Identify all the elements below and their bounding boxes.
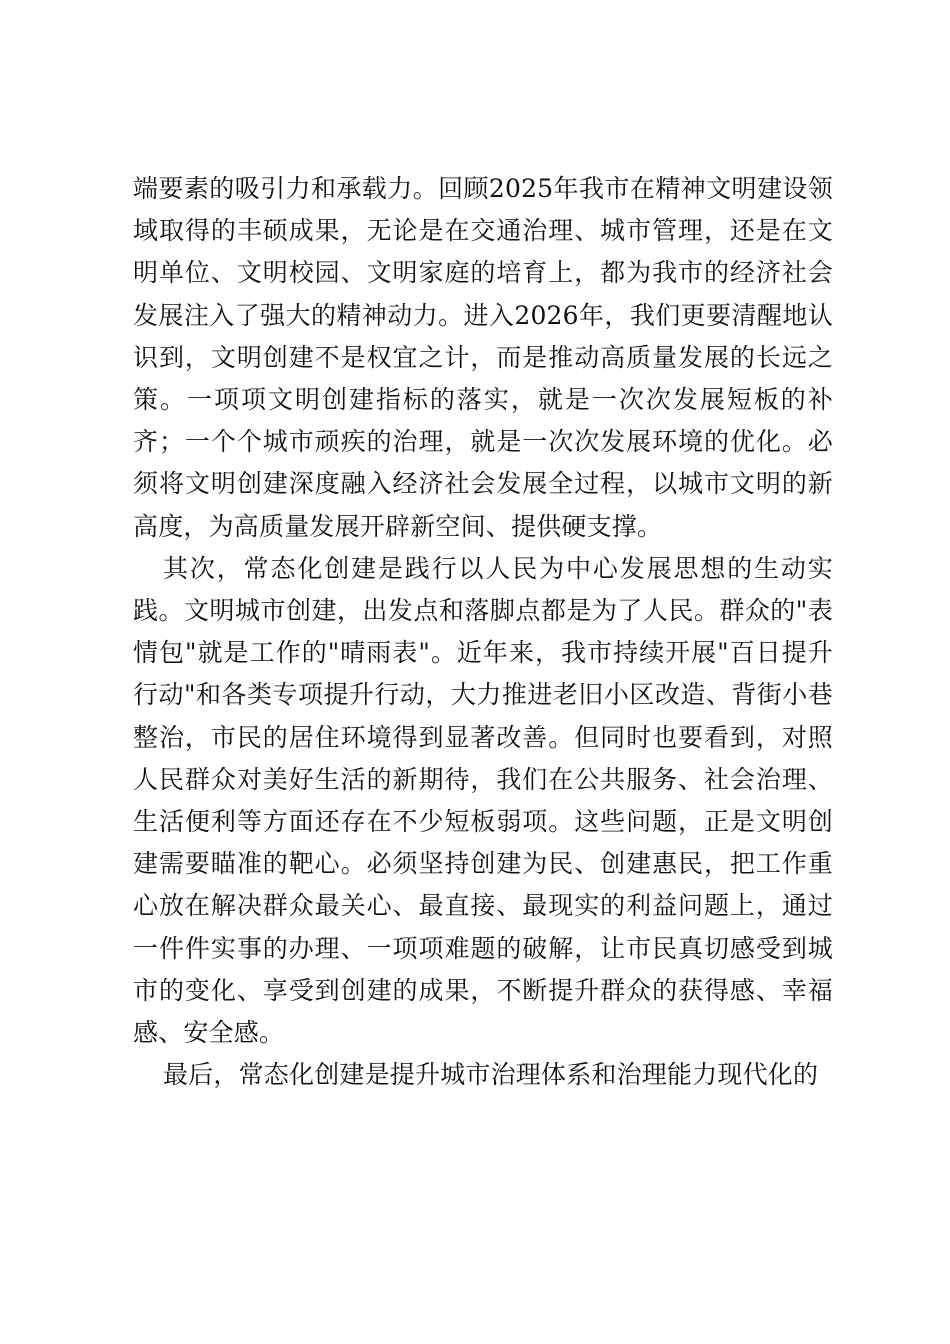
paragraph-finally: 最后，常态化创建是提升城市治理体系和治理能力现代化的 <box>163 1060 819 1090</box>
paragraph-secondly: 其次，常态化创建是践行以人民为中心发展思想的生动实践。文明城市创建，出发点和落脚点都是为了人民。群众的"表情包"就是工作的"晴雨表"。近年来，我市持续开展"百日提升行动"和各类专项提升行动，大力推进老旧小区改造、背街小巷整治，市民的居住环境得到显著改善。但同时也要看到，对照人民群众对美好生活的新期待，我们在公共服务、社会治理、生活便利等方面还存在不少短板弱项。这些问题，正是文明创建需要瞄准的靶心。必须坚持创建为民、创建惠民，把工作重心放在解决群众最关心、最直接、最现实的利益问题上，通过一件件实事的办理、一项项难题的破解，让市民真切感受到城市的变化、享受到创建的成果，不断提升群众的获得感、幸福感、安全感。 <box>133 553 833 1048</box>
paragraph-continuation: 端要素的吸引力和承载力。回顾2025年我市在精神文明建设领域取得的丰硕成果，无论是在交通治理、城市管理，还是在文明单位、文明校园、文明家庭的培育上，都为我市的经济社会发展注入了强大的精神动力。进入2026年，我们更要清醒地认识到，文明创建不是权宜之计，而是推动高质量发展的长远之策。一项项文明创建指标的落实，就是一次次发展短板的补齐；一个个城市顽疾的治理，就是一次次发展环境的优化。必须将文明创建深度融入经济社会发展全过程，以城市文明的新高度，为高质量发展开辟新空间、提供硬支撑。 <box>133 174 833 541</box>
body-text <box>133 168 833 1096</box>
